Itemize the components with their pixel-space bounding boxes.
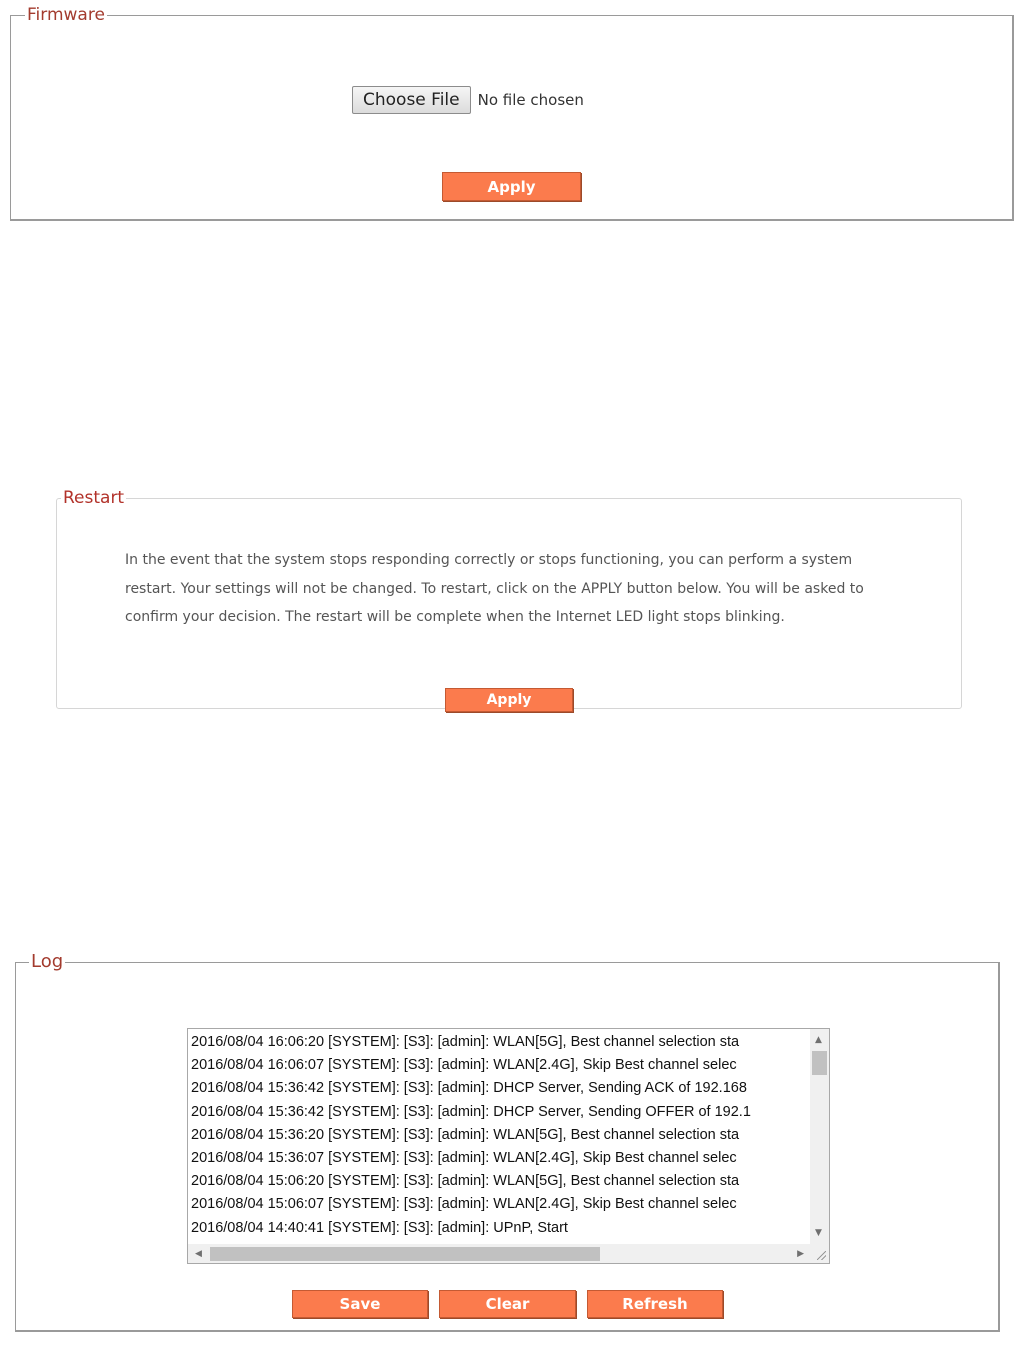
scroll-right-arrow-icon[interactable]: ▶ xyxy=(797,1249,804,1259)
firmware-legend: Firmware xyxy=(27,5,105,25)
restart-section xyxy=(56,488,962,709)
log-legend: Log xyxy=(31,951,64,972)
horizontal-scrollbar[interactable] xyxy=(188,1244,811,1263)
log-line: 2016/08/04 15:36:42 [SYSTEM]: [S3]: [admin]: DHCP Server, Sending ACK of 192.168 xyxy=(191,1080,747,1097)
log-save-button[interactable]: Save xyxy=(292,1290,428,1318)
log-clear-button[interactable]: Clear xyxy=(439,1290,576,1318)
log-line: 2016/08/04 15:06:07 [SYSTEM]: [S3]: [admin]: WLAN[2.4G], Skip Best channel selec xyxy=(191,1196,737,1213)
scroll-down-arrow-icon[interactable]: ▼ xyxy=(815,1228,822,1238)
choose-file-button[interactable]: Choose File xyxy=(352,86,471,114)
scroll-left-arrow-icon[interactable]: ◀ xyxy=(195,1249,202,1259)
log-refresh-button[interactable]: Refresh xyxy=(587,1290,723,1318)
log-line: 2016/08/04 15:36:20 [SYSTEM]: [S3]: [admin]: WLAN[5G], Best channel selection sta xyxy=(191,1126,740,1143)
vertical-scroll-thumb[interactable] xyxy=(812,1051,827,1075)
firmware-apply-button[interactable]: Apply xyxy=(442,172,581,201)
resize-grip-icon[interactable] xyxy=(810,1244,829,1263)
log-lines xyxy=(191,1031,805,1240)
log-textarea[interactable] xyxy=(187,1028,830,1264)
restart-apply-button[interactable]: Apply xyxy=(445,688,573,712)
log-line: 2016/08/04 15:36:42 [SYSTEM]: [S3]: [admin]: DHCP Server, Sending OFFER of 192.1 xyxy=(191,1103,751,1120)
file-picker xyxy=(352,86,584,114)
log-line: 2016/08/04 15:06:20 [SYSTEM]: [S3]: [admin]: WLAN[5G], Best channel selection sta xyxy=(191,1173,740,1190)
restart-legend: Restart xyxy=(63,488,125,508)
file-status: No file chosen xyxy=(477,91,584,109)
firmware-section xyxy=(10,6,1014,221)
log-line: 2016/08/04 16:06:07 [SYSTEM]: [S3]: [admin]: WLAN[2.4G], Skip Best channel selec xyxy=(191,1057,737,1074)
scroll-up-arrow-icon[interactable]: ▲ xyxy=(815,1035,822,1045)
vertical-scrollbar[interactable] xyxy=(810,1029,829,1244)
restart-description: In the event that the system stops responding correctly or stops functioning, you can perform a system restart. Your settings will not be changed. To restart, click on the APPLY button below. You will be asked to confirm your decision. The restart will be complete when the Internet LED light stops blinking. xyxy=(125,552,864,625)
horizontal-scroll-thumb[interactable] xyxy=(210,1247,600,1261)
log-line: 2016/08/04 16:06:20 [SYSTEM]: [S3]: [admin]: WLAN[5G], Best channel selection sta xyxy=(191,1034,740,1050)
log-section xyxy=(15,953,1000,1332)
log-line: 2016/08/04 15:36:07 [SYSTEM]: [S3]: [admin]: WLAN[2.4G], Skip Best channel selec xyxy=(191,1150,737,1167)
log-line: 2016/08/04 14:40:41 [SYSTEM]: [S3]: [admin]: UPnP, Start xyxy=(191,1219,568,1236)
